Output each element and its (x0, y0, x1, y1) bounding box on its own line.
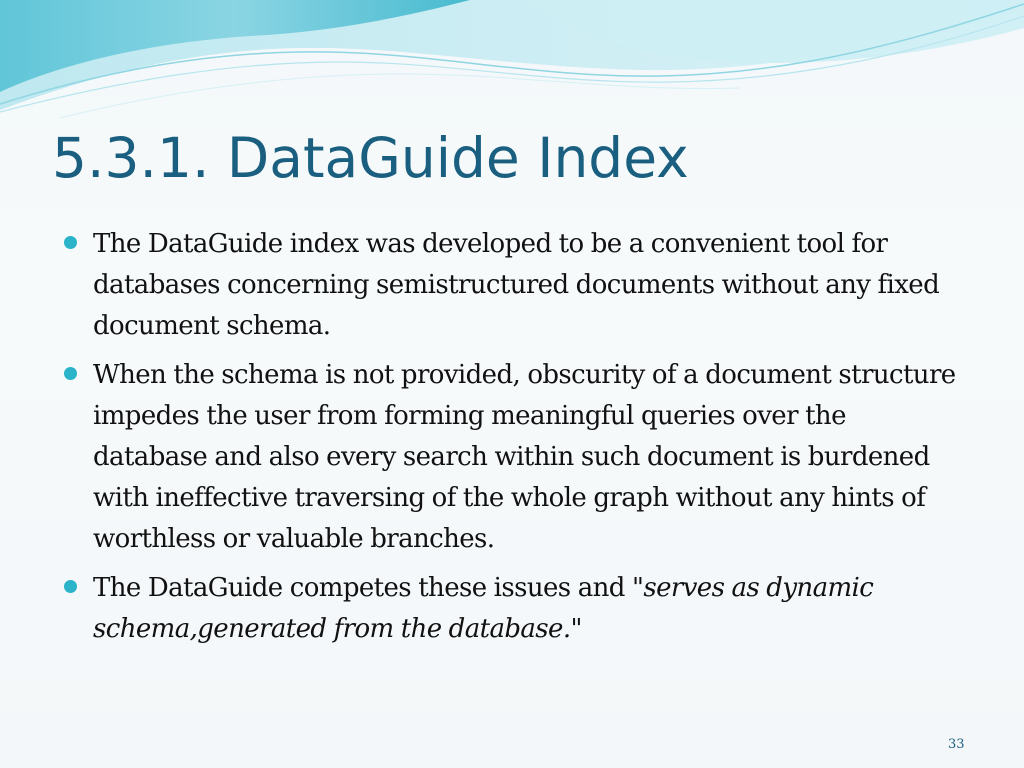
bullet-item (62, 355, 967, 560)
bullet-item (62, 224, 967, 347)
bullet-text: The DataGuide competes these issues and (93, 573, 632, 603)
bullet-text: When the schema is not provided, obscurity of a document structure impedes the user from forming meaningful queries over the database and also every search within such document is burdened with ineffective traversing of the whole graph without any hints of worthless or valuable branches. (93, 360, 956, 554)
slide-title: 5.3.1. DataGuide Index (52, 126, 689, 190)
bullet-list (62, 224, 967, 658)
bullet-icon (64, 236, 77, 249)
bullet-icon (64, 367, 77, 380)
bullet-quote: "serves as dynamic schema,generated from the database." (93, 573, 874, 644)
bullet-text: The DataGuide index was developed to be a convenient tool for databases concerning semistructured documents without any fixed document schema. (93, 229, 940, 341)
bullet-item (62, 568, 967, 650)
bullet-icon (64, 580, 77, 593)
page-number: 33 (948, 737, 965, 752)
header-wave-decoration (0, 0, 1024, 130)
